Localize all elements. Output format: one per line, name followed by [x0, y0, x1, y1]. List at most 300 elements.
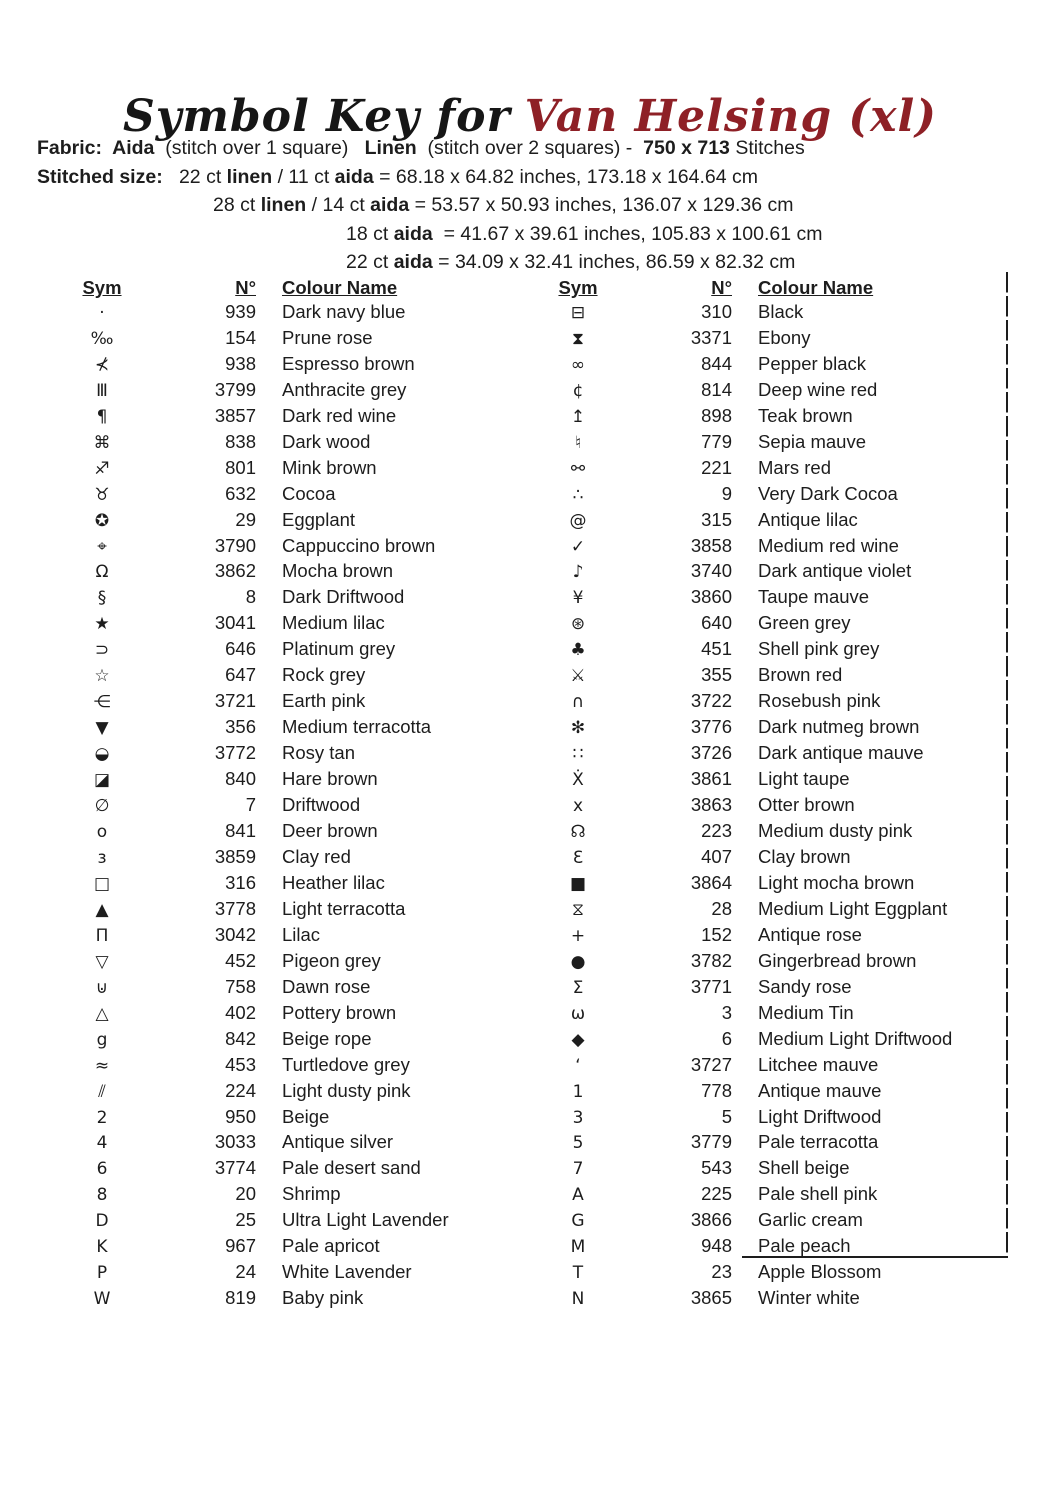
key-row: [70, 741, 500, 767]
symbol-cell: ⊟: [570, 302, 586, 323]
symbol-cell: ☆: [94, 666, 110, 687]
code-cell: 632: [225, 482, 256, 504]
symbol-cell: 8: [96, 1185, 108, 1206]
code-cell: 20: [235, 1183, 256, 1205]
symbol-cell: ♉: [94, 484, 110, 505]
colour-name-cell: Dawn rose: [282, 975, 371, 997]
key-row: [70, 508, 500, 534]
key-row: [70, 482, 500, 508]
key-row: [70, 1027, 500, 1053]
symbol-cell: ✓: [570, 536, 586, 557]
symbol-cell: g: [96, 1029, 108, 1050]
code-cell: 7: [245, 794, 256, 816]
info-segment: Stitches: [729, 137, 805, 159]
colour-name-cell: Medium Tin: [758, 1001, 854, 1023]
symbol-cell: Π: [95, 925, 109, 946]
colour-name-cell: Mars red: [758, 456, 831, 478]
colour-name-cell: Light mocha brown: [758, 871, 915, 893]
code-cell: 3371: [690, 326, 732, 348]
colour-name-cell: Light terracotta: [282, 897, 406, 919]
key-row: [546, 585, 986, 611]
colour-name-cell: Deep wine red: [758, 378, 878, 400]
code-cell: 543: [701, 1157, 732, 1179]
key-row: [546, 897, 986, 923]
code-cell: 779: [701, 430, 732, 452]
symbol-cell: ∞: [570, 354, 586, 375]
key-row: [70, 534, 500, 560]
key-row: [546, 611, 986, 637]
code-cell: 152: [701, 923, 732, 945]
colour-name-cell: Prune rose: [282, 326, 373, 348]
key-row: [546, 767, 986, 793]
colour-name-cell: Antique rose: [758, 923, 862, 945]
colour-name-cell: Pale desert sand: [282, 1157, 421, 1179]
code-cell: 3726: [690, 742, 732, 764]
colour-name-cell: Cappuccino brown: [282, 534, 436, 556]
symbol-cell: 7: [572, 1159, 584, 1180]
symbol-cell: ⊛: [570, 614, 586, 635]
key-row: [70, 326, 500, 352]
colour-name-cell: Antique silver: [282, 1131, 394, 1153]
code-cell: 407: [701, 845, 732, 867]
symbol-cell: ⌘: [93, 432, 111, 453]
colour-name-cell: Light Driftwood: [758, 1105, 882, 1127]
colour-name-cell: Gingerbread brown: [758, 949, 917, 971]
colour-name-cell: Taupe mauve: [758, 586, 870, 608]
symbol-cell: ↥: [570, 406, 586, 427]
code-cell: 5: [721, 1105, 732, 1127]
key-row: [70, 404, 500, 430]
symbol-cell: ✻: [570, 718, 586, 739]
code-cell: 23: [711, 1261, 732, 1283]
symbol-cell: §: [97, 588, 107, 609]
code-cell: 6: [721, 1027, 732, 1049]
code-cell: 355: [701, 664, 732, 686]
symbol-cell: D: [95, 1211, 109, 1232]
symbol-cell: P: [96, 1263, 108, 1284]
symbol-cell: 2: [96, 1107, 108, 1128]
symbol-cell: W: [93, 1289, 111, 1310]
info-segment: / 14 ct: [306, 194, 371, 217]
colour-name-cell: Medium Light Eggplant: [758, 897, 948, 919]
key-row: [70, 793, 500, 819]
key-row: [70, 1053, 500, 1079]
info-segment: aida: [370, 194, 410, 217]
colour-name-cell: Medium red wine: [758, 534, 899, 556]
key-row: [70, 949, 500, 975]
symbol-cell: ∷: [572, 744, 584, 765]
colour-name-cell: Shell pink grey: [758, 638, 880, 660]
colour-name-cell: Lilac: [282, 923, 321, 945]
code-cell: 224: [225, 1079, 256, 1101]
symbol-cell: ◒: [94, 744, 110, 765]
symbol-cell: ¥: [572, 588, 584, 609]
code-cell: 3033: [214, 1131, 256, 1153]
info-segment: Linen: [364, 137, 417, 159]
key-row: [70, 1208, 500, 1234]
colour-name-cell: Medium Light Driftwood: [758, 1027, 953, 1049]
key-row: [546, 1079, 986, 1105]
code-cell: 838: [225, 430, 256, 452]
symbol-cell: ω: [570, 1003, 586, 1024]
symbol-cell: ∩: [571, 692, 585, 713]
info-segment: 28 ct: [213, 194, 261, 217]
colour-name-cell: White Lavender: [282, 1261, 412, 1283]
key-row: [70, 456, 500, 482]
table-border-bottom: [742, 1256, 1008, 1258]
key-row: [70, 767, 500, 793]
info-segment: aida: [393, 251, 433, 274]
colour-name-cell: Sepia mauve: [758, 430, 866, 452]
code-cell: 801: [225, 456, 256, 478]
symbol-cell: ☊: [570, 822, 586, 843]
key-header-row: [70, 276, 500, 300]
symbol-cell: x: [572, 796, 584, 817]
code-cell: 3858: [690, 534, 732, 556]
symbol-cell: ɜ: [97, 847, 107, 868]
symbol-cell: ✪: [94, 510, 110, 531]
symbol-cell: Ω: [95, 562, 109, 583]
code-cell: 3857: [214, 404, 256, 426]
colour-name-cell: Beige rope: [282, 1027, 372, 1049]
symbol-cell: ★: [94, 614, 110, 635]
symbol-cell: N: [571, 1289, 585, 1310]
symbol-cell: ≈: [94, 1055, 110, 1076]
code-cell: 3859: [214, 845, 256, 867]
colour-name-cell: Pottery brown: [282, 1001, 397, 1023]
key-row: [546, 300, 986, 326]
symbol-cell: ⫽: [98, 1081, 106, 1102]
colour-name-cell: Baby pink: [282, 1287, 364, 1309]
key-row: [70, 715, 500, 741]
code-cell: 3778: [214, 897, 256, 919]
code-cell: 841: [225, 820, 256, 842]
code-cell: 3042: [214, 923, 256, 945]
code-cell: 3779: [690, 1131, 732, 1153]
symbol-cell: ⊃: [94, 640, 110, 661]
code-cell: 840: [225, 768, 256, 790]
symbol-cell: ∴: [572, 484, 584, 505]
colour-name-cell: Medium terracotta: [282, 716, 432, 738]
code-cell: 310: [701, 300, 732, 322]
code-cell: 3771: [690, 975, 732, 997]
code-cell: 3740: [690, 560, 732, 582]
key-row: [70, 923, 500, 949]
symbol-cell: ♮: [574, 432, 582, 453]
symbol-cell: □: [93, 873, 111, 894]
key-row: [546, 741, 986, 767]
code-cell: 453: [225, 1053, 256, 1075]
info-segment: (stitch over 1 square): [154, 137, 365, 159]
code-cell: 8: [245, 586, 256, 608]
code-cell: 315: [701, 508, 732, 530]
symbol-cell: ▽: [95, 951, 109, 972]
symbol-cell: ♐: [94, 458, 110, 479]
colour-name-cell: Pepper black: [758, 352, 866, 374]
header-colour-name: Colour Name: [758, 277, 874, 298]
symbol-cell: ♣: [570, 640, 586, 661]
key-row: [546, 352, 986, 378]
key-row: [546, 1001, 986, 1027]
key-table-left: [70, 276, 500, 1312]
symbol-cell: ‰: [90, 328, 114, 349]
symbol-cell: Ɛ: [572, 847, 584, 868]
key-row: [70, 352, 500, 378]
key-row: [546, 793, 986, 819]
colour-name-cell: Brown red: [758, 664, 843, 686]
code-cell: 3721: [214, 690, 256, 712]
code-cell: 356: [225, 716, 256, 738]
symbol-cell: ∅: [94, 796, 110, 817]
symbol-cell: ⊀: [94, 354, 110, 375]
colour-name-cell: Rock grey: [282, 664, 366, 686]
fabric-info-block: [37, 134, 1027, 277]
header-no: N°: [235, 277, 256, 298]
key-row: [70, 1260, 500, 1286]
colour-name-cell: Cocoa: [282, 482, 336, 504]
key-row: [546, 1130, 986, 1156]
header-sym: Sym: [558, 277, 598, 298]
key-row: [70, 1182, 500, 1208]
key-row: [546, 637, 986, 663]
colour-name-cell: Pale apricot: [282, 1235, 380, 1257]
key-row: [546, 689, 986, 715]
code-cell: 3782: [690, 949, 732, 971]
colour-name-cell: Dark antique violet: [758, 560, 912, 582]
code-cell: 778: [701, 1079, 732, 1101]
code-cell: 3799: [214, 378, 256, 400]
symbol-cell: ▲: [95, 899, 109, 920]
key-row: [70, 585, 500, 611]
colour-name-cell: Sandy rose: [758, 975, 852, 997]
code-cell: 3862: [214, 560, 256, 582]
key-row: [70, 897, 500, 923]
code-cell: 3866: [690, 1209, 732, 1231]
symbol-cell: ⋲: [93, 692, 111, 713]
colour-name-cell: Rosy tan: [282, 742, 356, 764]
key-row: [546, 1286, 986, 1312]
key-row: [70, 871, 500, 897]
colour-name-cell: Light taupe: [758, 768, 850, 790]
code-cell: 3: [721, 1001, 732, 1023]
key-row: [70, 845, 500, 871]
info-segment: = 53.57 x 50.93 inches, 136.07 x 129.36 cm: [409, 194, 794, 217]
code-cell: 938: [225, 352, 256, 374]
info-segment: = 34.09 x 32.41 inches, 86.59 x 82.32 cm: [432, 251, 796, 274]
info-segment: linen: [260, 194, 307, 217]
colour-name-cell: Very Dark Cocoa: [758, 482, 898, 504]
symbol-cell: Ẋ: [572, 770, 584, 791]
colour-name-cell: Eggplant: [282, 508, 356, 530]
info-segment: (stitch over 2 squares) -: [416, 137, 644, 159]
colour-name-cell: Platinum grey: [282, 638, 396, 660]
key-row: [70, 611, 500, 637]
info-segment: linen: [226, 165, 273, 188]
key-row: [546, 715, 986, 741]
symbol-cell: ◪: [93, 770, 111, 791]
code-cell: 3772: [214, 742, 256, 764]
code-cell: 221: [701, 456, 732, 478]
symbol-cell: ·: [99, 302, 105, 323]
colour-name-cell: Shrimp: [282, 1183, 341, 1205]
key-row: [546, 508, 986, 534]
colour-name-cell: Litchee mauve: [758, 1053, 879, 1075]
code-cell: 452: [225, 949, 256, 971]
code-cell: 24: [235, 1261, 256, 1283]
key-row: [546, 1182, 986, 1208]
symbol-cell: ♪: [572, 562, 584, 583]
colour-name-cell: Shell beige: [758, 1157, 850, 1179]
key-row: [70, 1105, 500, 1131]
code-cell: 844: [701, 352, 732, 374]
info-segment: Stitched size:: [37, 165, 163, 188]
key-row: [546, 404, 986, 430]
colour-name-cell: Garlic cream: [758, 1209, 863, 1231]
symbol-cell: △: [95, 1003, 109, 1024]
colour-name-cell: Heather lilac: [282, 871, 385, 893]
colour-name-cell: Dark navy blue: [282, 300, 406, 322]
symbol-cell: T: [572, 1263, 584, 1284]
code-cell: 154: [225, 326, 256, 348]
symbol-cell: G: [571, 1211, 585, 1232]
info-segment: = 41.67 x 39.61 inches, 105.83 x 100.61 cm: [432, 222, 823, 245]
code-cell: 950: [225, 1105, 256, 1127]
code-cell: 29: [235, 508, 256, 530]
info-segment: / 11 ct: [272, 165, 335, 188]
key-row: [70, 378, 500, 404]
code-cell: 814: [701, 378, 732, 400]
key-row: [70, 689, 500, 715]
key-table-right: [546, 276, 986, 1312]
code-cell: 939: [225, 300, 256, 322]
symbol-cell: 3: [572, 1107, 584, 1128]
key-row: [70, 1156, 500, 1182]
code-cell: 402: [225, 1001, 256, 1023]
symbol-cell: Σ: [572, 977, 584, 998]
info-segment: = 68.18 x 64.82 inches, 173.18 x 164.64 cm: [373, 165, 759, 188]
key-row: [546, 326, 986, 352]
symbol-cell: ●: [570, 951, 586, 972]
colour-name-cell: Apple Blossom: [758, 1261, 882, 1283]
colour-name-cell: Light dusty pink: [282, 1079, 411, 1101]
key-row: [546, 663, 986, 689]
code-cell: 758: [225, 975, 256, 997]
symbol-cell: +: [570, 925, 586, 946]
colour-name-cell: Mocha brown: [282, 560, 394, 582]
key-row: [546, 845, 986, 871]
key-row: [546, 456, 986, 482]
colour-name-cell: Espresso brown: [282, 352, 415, 374]
symbol-cell: ¢: [572, 380, 584, 401]
code-cell: 640: [701, 612, 732, 634]
key-row: [546, 1105, 986, 1131]
code-cell: 647: [225, 664, 256, 686]
symbol-cell: 6: [96, 1159, 108, 1180]
code-cell: 3727: [690, 1053, 732, 1075]
symbol-cell: ⌖: [97, 536, 107, 557]
code-cell: 3041: [214, 612, 256, 634]
title-prefix: Symbol Key for: [123, 91, 511, 143]
colour-name-cell: Deer brown: [282, 820, 378, 842]
info-line: [37, 191, 1027, 220]
code-cell: 225: [701, 1183, 732, 1205]
code-cell: 3864: [690, 871, 732, 893]
info-line: [37, 220, 1027, 249]
symbol-cell: ⊍: [95, 977, 109, 998]
code-cell: 3790: [214, 534, 256, 556]
info-segment: 22 ct: [162, 165, 227, 188]
info-segment: 22 ct: [346, 251, 394, 274]
key-row: [70, 637, 500, 663]
key-row: [546, 975, 986, 1001]
code-cell: 3774: [214, 1157, 256, 1179]
symbol-cell: ◆: [571, 1029, 585, 1050]
colour-name-cell: Dark wood: [282, 430, 371, 452]
symbol-cell: M: [570, 1237, 586, 1258]
code-cell: 451: [701, 638, 732, 660]
symbol-cell: ‘: [575, 1055, 581, 1076]
key-row: [546, 430, 986, 456]
colour-name-cell: Dark red wine: [282, 404, 397, 426]
symbol-cell: 1: [572, 1081, 584, 1102]
colour-name-cell: Medium dusty pink: [758, 820, 913, 842]
colour-name-cell: Teak brown: [758, 404, 853, 426]
key-row: [546, 871, 986, 897]
info-line: [37, 134, 1027, 163]
colour-name-cell: Ultra Light Lavender: [282, 1209, 449, 1231]
key-row: [546, 1027, 986, 1053]
symbol-cell: 5: [572, 1133, 584, 1154]
symbol-cell: ⚯: [570, 458, 586, 479]
symbol-cell: ⧗: [572, 328, 584, 349]
code-cell: 3863: [690, 794, 732, 816]
code-cell: 948: [701, 1235, 732, 1257]
key-row: [546, 482, 986, 508]
colour-name-cell: Pale shell pink: [758, 1183, 878, 1205]
info-segment: aida: [393, 222, 433, 245]
code-cell: 3865: [690, 1287, 732, 1309]
colour-name-cell: Antique mauve: [758, 1079, 882, 1101]
symbol-cell: ▼: [95, 718, 109, 739]
colour-name-cell: Green grey: [758, 612, 851, 634]
code-cell: 646: [225, 638, 256, 660]
key-row: [546, 819, 986, 845]
symbol-cell: K: [96, 1237, 108, 1258]
symbol-cell: ⚔: [570, 666, 586, 687]
symbol-cell: ⧖: [572, 899, 584, 920]
key-row: [70, 1234, 500, 1260]
code-cell: 842: [225, 1027, 256, 1049]
key-row: [70, 663, 500, 689]
colour-name-cell: Anthracite grey: [282, 378, 407, 400]
info-line: [37, 163, 1027, 192]
key-row: [70, 819, 500, 845]
colour-name-cell: Dark nutmeg brown: [758, 716, 920, 738]
key-row: [546, 949, 986, 975]
colour-name-cell: Driftwood: [282, 794, 361, 816]
colour-name-cell: Medium lilac: [282, 612, 385, 634]
key-row: [546, 378, 986, 404]
code-cell: 819: [225, 1287, 256, 1309]
key-row: [70, 1001, 500, 1027]
colour-name-cell: Mink brown: [282, 456, 377, 478]
colour-name-cell: Antique lilac: [758, 508, 858, 530]
info-segment: Fabric: Aida: [37, 137, 155, 159]
colour-name-cell: Clay red: [282, 845, 351, 867]
colour-name-cell: Pale peach: [758, 1235, 851, 1257]
key-row: [70, 1130, 500, 1156]
info-line: [37, 248, 1027, 277]
